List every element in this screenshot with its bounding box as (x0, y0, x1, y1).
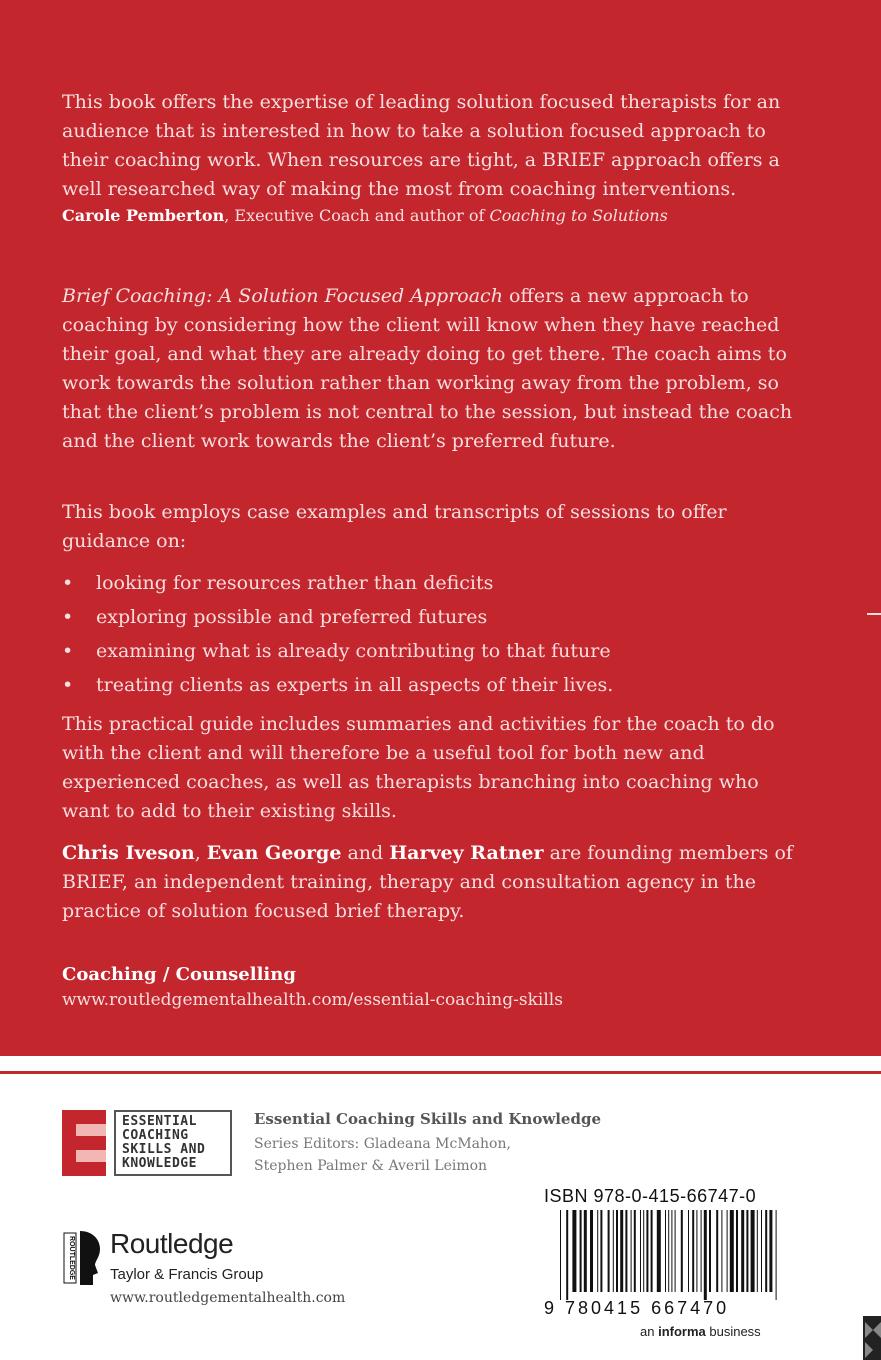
barcode-bar (580, 1210, 582, 1292)
publisher-group: Taylor & Francis Group (110, 1266, 264, 1283)
barcode-bar (688, 1210, 689, 1292)
spine-mark (867, 613, 881, 615)
informa-word: informa (658, 1324, 706, 1339)
barcode-bar (727, 1210, 728, 1292)
barcode-bar (600, 1210, 602, 1292)
author-name-1: Chris Iveson (62, 842, 195, 864)
barcode-bar (597, 1210, 598, 1292)
informa-suffix: business (705, 1324, 761, 1339)
series-logo-box (114, 1110, 232, 1176)
list-item: • examining what is already contributing to that future (62, 634, 797, 668)
description-paragraph-1-text: offers a new approach to coaching by considering how the client will know when they have reached their goal, and what they are already doing to get there. The coach aims to work towards the solution rather than working away from the problem, so that the client’s problem is not central to the session, but instead the coach and the client work towards the client’s preferred future. (62, 285, 793, 452)
barcode-bar (657, 1210, 661, 1292)
barcode-bar (668, 1210, 669, 1292)
barcode-bar (741, 1210, 744, 1292)
barcode-bar (769, 1210, 772, 1292)
series-logo-word: ESSENTIAL (122, 1114, 197, 1129)
barcode-bar (634, 1210, 636, 1292)
authors-bio-text: are founding members of BRIEF, an independent training, therapy and consultation agency in the practice of solution focused brief therapy. (62, 842, 793, 922)
routledge-logo-icon (62, 1229, 104, 1287)
barcode-bar (671, 1210, 672, 1292)
barcode-icon (560, 1210, 780, 1300)
barcode-bar (631, 1210, 632, 1292)
testimonial-author-name: Carole Pemberton (62, 206, 225, 225)
list-item: • looking for resources rather than deficits (62, 566, 797, 600)
barcode-bar (709, 1210, 711, 1292)
book-title: Brief Coaching: A Solution Focused Approach (62, 285, 503, 307)
publisher-name: Routledge (110, 1228, 234, 1259)
barcode-bar (736, 1210, 738, 1292)
authors-bio (62, 839, 797, 926)
barcode-bar (730, 1210, 734, 1292)
barcode-bar (716, 1210, 718, 1292)
testimonial-author-role: , Executive Coach and author of (224, 206, 490, 225)
series-logo-word: SKILLS AND (122, 1142, 206, 1157)
barcode-digits: 9 780415 667470 (544, 1298, 730, 1318)
barcode-bar (681, 1210, 683, 1292)
author-name-3: Harvey Ratner (389, 842, 544, 864)
barcode-bar (566, 1210, 568, 1300)
barcode-bar (620, 1210, 623, 1292)
barcode-bar (608, 1210, 610, 1292)
barcode-bar (692, 1210, 694, 1292)
category-label (62, 960, 797, 989)
authors-separator: and (341, 842, 390, 864)
barcode-bar (665, 1210, 666, 1292)
series-logo-word: COACHING (122, 1128, 189, 1143)
series-website[interactable]: www.routledgementalhealth.com/essential-coaching-skills (62, 990, 563, 1010)
series-logo-word: KNOWLEDGE (122, 1156, 197, 1171)
barcode-bar (651, 1210, 653, 1292)
series-title: Essential Coaching Skills and Knowledge (254, 1110, 601, 1128)
barcode-bar (761, 1210, 762, 1292)
list-item: • exploring possible and preferred futures (62, 600, 797, 634)
corner-pattern-icon (863, 1316, 881, 1360)
barcode-bar (675, 1210, 676, 1292)
author-name-2: Evan George (206, 842, 342, 864)
barcode-bar (646, 1210, 648, 1292)
barcode-bar (776, 1210, 777, 1300)
barcode-bar (584, 1210, 587, 1292)
barcode-bar (625, 1210, 627, 1292)
description-paragraph-3: This practical guide includes summaries and activities for the coach to do with the client and will therefore be a useful tool for both new and experienced coaches, as well as therapists branching into coaching who want to add to their existing skills. (62, 713, 775, 822)
guidance-list (62, 566, 797, 702)
series-editors (254, 1133, 554, 1177)
isbn-label: ISBN 978-0-415-66747-0 (544, 1186, 757, 1206)
barcode-bar (704, 1210, 707, 1300)
series-editors-line: Stephen Palmer & Averil Leimon (254, 1158, 488, 1174)
testimonial-author-book: Coaching to Solutions (489, 206, 668, 225)
barcode-bar (572, 1210, 576, 1292)
list-item: • treating clients as experts in all aspects of their lives. (62, 668, 797, 702)
barcode-bar (643, 1210, 644, 1292)
barcode-bar (613, 1210, 614, 1292)
routledge-logo-text: ROUTLEDGE (68, 1236, 75, 1280)
barcode-bar (696, 1210, 697, 1292)
barcode-bar (616, 1210, 618, 1292)
series-editors-line: Series Editors: Gladeana McMahon, (254, 1136, 511, 1152)
barcode-bar (701, 1210, 702, 1292)
barcode-bar (746, 1210, 748, 1292)
barcode-bar (757, 1210, 758, 1292)
informa-business-label (640, 1324, 761, 1339)
barcode-bar (590, 1210, 593, 1292)
divider-rule (0, 1071, 881, 1074)
testimonial-quote: This book offers the expertise of leading solution focused therapists for an audience that is interested in how to take a solution focused approach to their coaching work. When resources are tight, a BRIEF approach offers a well researched way of making the most from coaching interventions. (62, 91, 781, 200)
barcode-bar (765, 1210, 767, 1292)
authors-separator: , (194, 842, 207, 864)
barcode-bar (560, 1210, 561, 1300)
barcode-bar (721, 1210, 722, 1292)
barcode-bar (640, 1210, 641, 1292)
publisher-url[interactable]: www.routledgementalhealth.com (110, 1290, 346, 1306)
description-paragraph-1 (62, 282, 797, 456)
barcode-bar (751, 1210, 755, 1292)
description-paragraph-2: This book employs case examples and transcripts of sessions to offer guidance on: (62, 501, 727, 552)
category-text: Coaching / Counselling (62, 964, 296, 985)
informa-prefix: an (640, 1324, 659, 1339)
testimonial-attribution (62, 204, 797, 228)
